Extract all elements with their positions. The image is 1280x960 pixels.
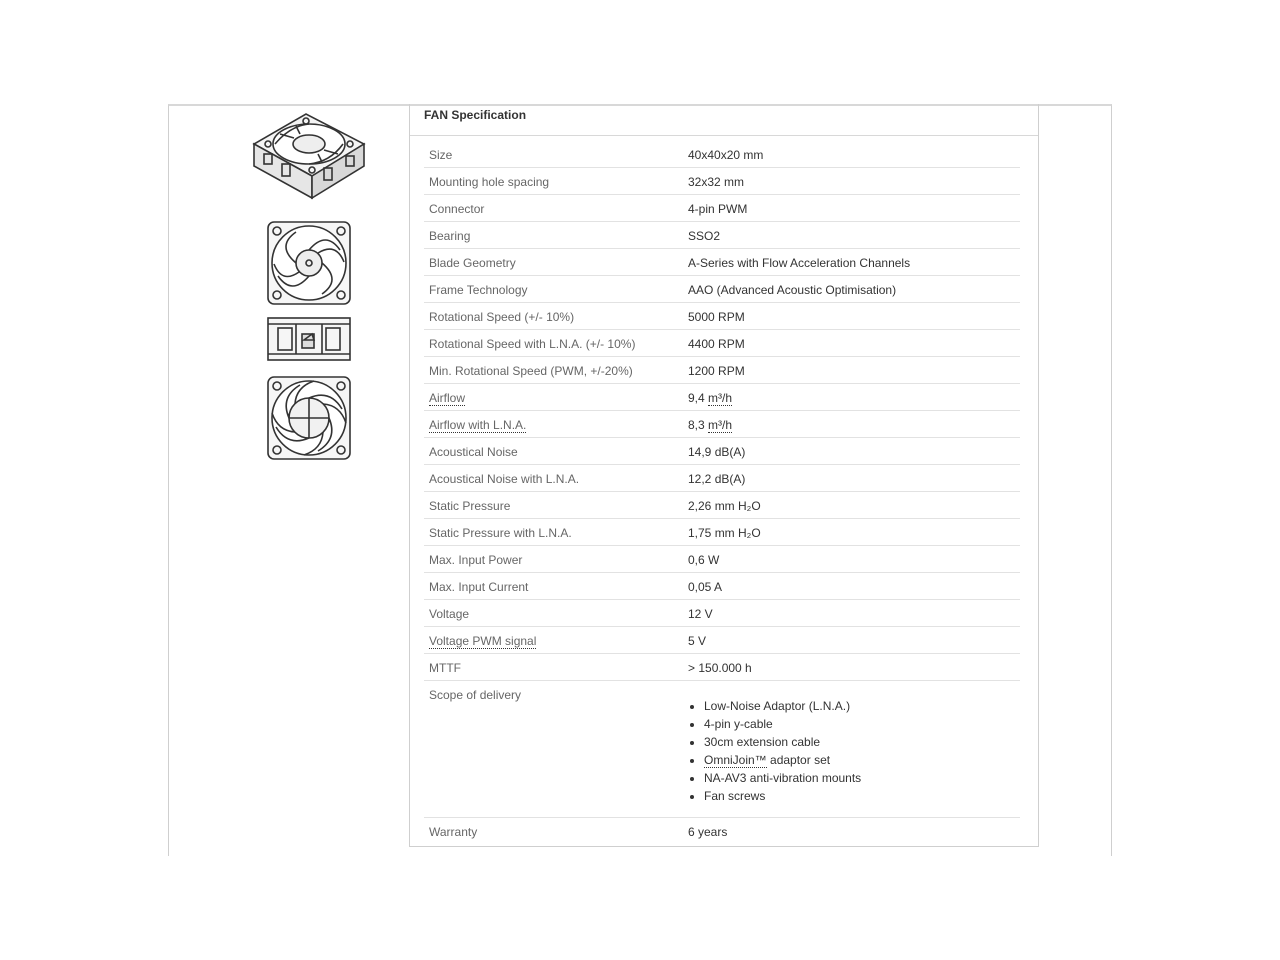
spec-value: 5000 RPM <box>688 310 745 324</box>
spec-value: SSO2 <box>688 229 721 243</box>
list-item: • Fan screws <box>704 787 861 805</box>
spec-label: Bearing <box>429 229 471 243</box>
list-item: • 4-pin y-cable <box>704 715 861 733</box>
fan-specification-panel <box>409 104 1039 847</box>
spec-label: Scope of delivery <box>429 688 522 702</box>
spec-row-max-input-current <box>424 573 1020 600</box>
spec-label: Static Pressure <box>429 499 511 513</box>
spec-value: A-Series with Flow Acceleration Channels <box>688 256 911 270</box>
spec-row-mounting-hole-spacing <box>424 168 1020 195</box>
fan-side-icon[interactable] <box>266 316 352 364</box>
spec-row-airflow-lna <box>424 411 1020 438</box>
scope-list <box>688 697 861 805</box>
spec-label: Frame Technology <box>429 283 528 297</box>
spec-value: 1200 RPM <box>688 364 745 378</box>
spec-value <box>688 391 732 405</box>
spec-label: Acoustical Noise <box>429 445 518 459</box>
spec-table <box>424 141 1020 844</box>
spec-value: 0,05 A <box>688 580 723 594</box>
spec-label: MTTF <box>429 661 461 675</box>
spec-value: 14,9 dB(A) <box>688 445 746 459</box>
spec-row-rotational-speed <box>424 303 1020 330</box>
spec-label: Blade Geometry <box>429 256 516 270</box>
airflow-number: 9,4 <box>688 391 705 405</box>
spec-label: Rotational Speed (+/- 10%) <box>429 310 575 324</box>
spec-row-frame-technology <box>424 276 1020 303</box>
list-item: • 30cm extension cable <box>704 733 861 751</box>
spec-value: 6 years <box>688 825 728 839</box>
spec-row-airflow <box>424 384 1020 411</box>
spec-value: 12,2 dB(A) <box>688 472 746 486</box>
spec-label: Static Pressure with L.N.A. <box>429 526 572 540</box>
spec-value: 4400 RPM <box>688 337 745 351</box>
airflow-lna-link[interactable]: Airflow with L.N.A. <box>429 418 527 432</box>
fan-front-icon[interactable] <box>266 220 352 306</box>
spec-value: 5 V <box>688 634 707 648</box>
spec-value: 4-pin PWM <box>688 202 748 216</box>
airflow-link[interactable]: Airflow <box>429 391 466 405</box>
spec-value: 32x32 mm <box>688 175 745 189</box>
spec-row-rotational-speed-lna <box>424 330 1020 357</box>
spec-value: 12 V <box>688 607 713 621</box>
spec-row-static-pressure <box>424 492 1020 519</box>
spec-row-connector <box>424 195 1020 222</box>
spec-row-acoustical-noise-lna <box>424 465 1020 492</box>
spec-value: 1,75 mm H₂O <box>688 526 761 540</box>
spec-row-bearing <box>424 222 1020 249</box>
airflow-lna-unit-link[interactable]: m³/h <box>708 418 733 432</box>
spec-row-warranty <box>424 818 1020 844</box>
spec-row-blade-geometry <box>424 249 1020 276</box>
spec-title: FAN Specification <box>424 108 527 122</box>
spec-label: Mounting hole spacing <box>429 175 550 189</box>
spec-row-acoustical-noise <box>424 438 1020 465</box>
list-item: • NA-AV3 anti-vibration mounts <box>704 769 861 787</box>
fan-back-icon[interactable] <box>266 375 352 461</box>
spec-row-voltage <box>424 600 1020 627</box>
spec-label: Acoustical Noise with L.N.A. <box>429 472 580 486</box>
spec-label: Connector <box>429 202 485 216</box>
spec-label: Rotational Speed with L.N.A. (+/- 10%) <box>429 337 636 351</box>
spec-value: 40x40x20 mm <box>688 148 764 162</box>
omnijoin-link[interactable]: OmniJoin™ <box>704 753 767 767</box>
airflow-lna-number: 8,3 <box>688 418 705 432</box>
spec-label: Voltage <box>429 607 470 621</box>
spec-row-size <box>424 141 1020 168</box>
spec-row-max-input-power <box>424 546 1020 573</box>
airflow-unit-link[interactable]: m³/h <box>708 391 733 405</box>
fan-perspective-icon[interactable] <box>250 104 368 204</box>
spec-label: Min. Rotational Speed (PWM, +/-20%) <box>429 364 633 378</box>
spec-label: Max. Input Current <box>429 580 529 594</box>
spec-value <box>688 418 732 432</box>
spec-value: 0,6 W <box>688 553 720 567</box>
spec-value: AAO (Advanced Acoustic Optimisation) <box>688 283 897 297</box>
spec-value: 2,26 mm H₂O <box>688 499 761 513</box>
spec-value: > 150.000 h <box>688 661 752 675</box>
list-item-text: adaptor set <box>770 753 831 767</box>
spec-label: Max. Input Power <box>429 553 523 567</box>
voltage-pwm-signal-link[interactable]: Voltage PWM signal <box>429 634 537 648</box>
list-item <box>704 751 861 769</box>
spec-row-static-pressure-lna <box>424 519 1020 546</box>
spec-row-mttf <box>424 654 1020 681</box>
spec-row-min-rotational-speed <box>424 357 1020 384</box>
spec-label: Size <box>429 148 453 162</box>
divider <box>410 135 1038 136</box>
spec-label: Warranty <box>429 825 478 839</box>
spec-row-voltage-pwm-signal <box>424 627 1020 654</box>
spec-row-scope-of-delivery <box>424 681 1020 818</box>
list-item: • Low-Noise Adaptor (L.N.A.) <box>704 697 861 715</box>
